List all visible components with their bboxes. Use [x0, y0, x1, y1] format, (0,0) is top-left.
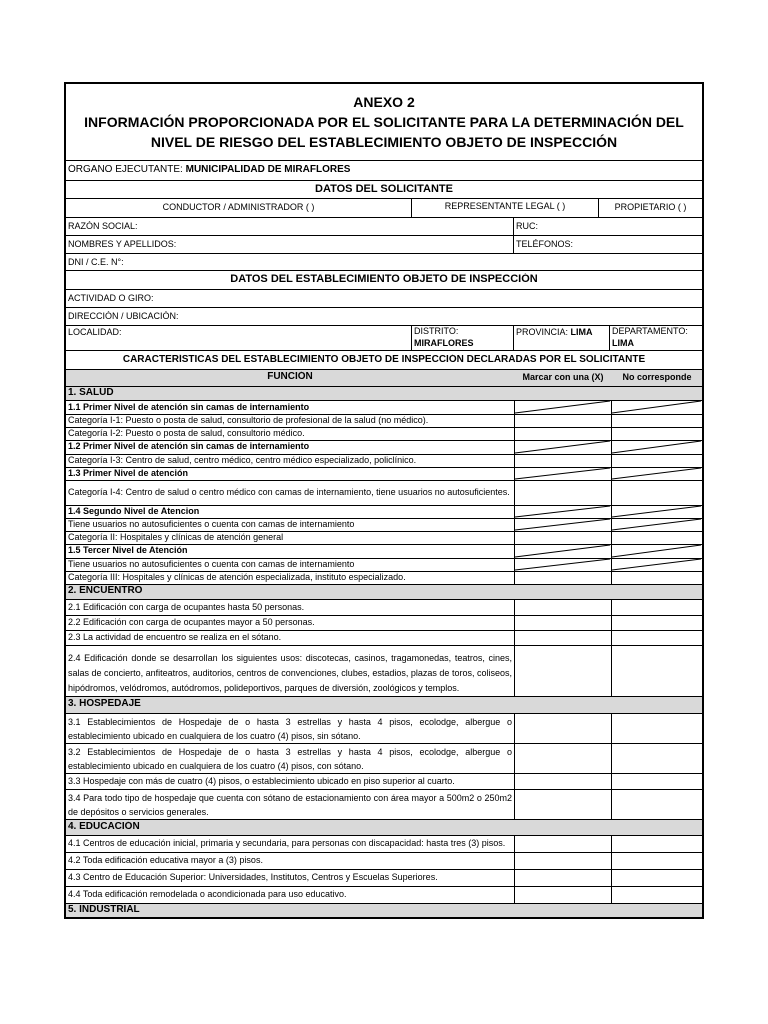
encuentro-title: 2. ENCUENTRO	[68, 585, 143, 596]
hospedaje-title: 3. HOSPEDAJE	[68, 698, 141, 709]
salud-1-2: 1.2 Primer Nivel de atención sin camas de internamiento	[68, 441, 310, 451]
encuentro-2-2: 2.2 Edificación con carga de ocupantes mayor a 50 personas.	[68, 617, 315, 627]
salud-cat-i2: Categoría I-2: Puesto o posta de salud, consultorio médico.	[68, 428, 305, 438]
col-funcion: FUNCIÓN	[267, 371, 313, 382]
distrito-value: MIRAFLORES	[414, 338, 474, 348]
salud-1-5-note: Tiene usuarios no autosuficientes o cuenta con camas de internamiento	[68, 559, 355, 569]
encuentro-2-1: 2.1 Edificación con carga de ocupantes hasta 50 personas.	[68, 602, 305, 612]
provincia-field	[516, 327, 608, 337]
departamento-label: DEPARTAMENTO:	[612, 326, 688, 336]
salud-1-4: 1.4 Segundo Nivel de Atencion	[68, 506, 200, 516]
educacion-4-2: 4.2 Toda edificación educativa mayor a (3) pisos.	[68, 855, 263, 865]
form-title-line1: INFORMACIÓN PROPORCIONADA POR EL SOLICITANTE PARA LA DETERMINACIÓN DEL	[84, 114, 684, 130]
salud-cat-i4: Categoría I-4: Centro de salud o centro médico con camas de internamiento, tiene usuarios no autosuficientes.	[68, 487, 510, 497]
hospedaje-3-2: 3.2 Establecimientos de Hospedaje de o hasta 3 estrellas y hasta 4 pisos, ecolodge, albergue o establecimiento ubicado en cualquiera de los cuatro (4) pisos, con sótano.	[68, 747, 512, 771]
encuentro-2-3: 2.3 La actividad de encuentro se realiza en el sótano.	[68, 632, 282, 642]
section-datos-establecimiento: DATOS DEL ESTABLECIMIENTO OBJETO DE INSPECCIÓN	[230, 273, 538, 285]
hospedaje-3-3: 3.3 Hospedaje con más de cuatro (4) pisos, o establecimiento ubicado en piso superior al cuarto.	[68, 776, 455, 786]
salud-cat-iii: Categoría III: Hospitales y clínicas de atención especializada, instituto especializado.	[68, 572, 406, 582]
organo-label: ÓRGANO EJECUTANTE:	[68, 164, 186, 175]
departamento-value: LIMA	[612, 338, 634, 348]
salud-cat-ii: Categoría II: Hospitales y clínicas de atención general	[68, 532, 284, 542]
provincia-label: PROVINCIA:	[516, 327, 571, 337]
salud-1-3: 1.3 Primer Nivel de atención	[68, 468, 189, 478]
organo-value: MUNICIPALIDAD DE MIRAFLORES	[185, 164, 351, 175]
localidad-field[interactable]: LOCALIDAD:	[68, 327, 122, 337]
col-no-corresponde: No corresponde	[622, 372, 692, 382]
organo-ejecutante	[68, 164, 668, 176]
conductor-checkbox[interactable]: CONDUCTOR / ADMINISTRADOR ( )	[162, 202, 315, 212]
distrito-label: DISTRITO:	[414, 326, 459, 336]
propietario-checkbox[interactable]: PROPIETARIO ( )	[614, 202, 687, 212]
educacion-4-1: 4.1 Centros de educación inicial, primaria y secundaria, para personas con discapacidad: hasta tres (3) pisos.	[68, 838, 506, 848]
educacion-title: 4. EDUCACIÓN	[68, 821, 140, 832]
col-marcar: Marcar con una (X)	[522, 372, 604, 382]
salud-1-1: 1.1 Primer Nivel de atención sin camas de internamiento	[68, 402, 310, 412]
annex-title: ANEXO 2	[353, 94, 415, 110]
direccion-field[interactable]: DIRECCIÓN / UBICACIÓN:	[68, 311, 179, 321]
hospedaje-3-1: 3.1 Establecimientos de Hospedaje de o hasta 3 estrellas y hasta 4 pisos, ecolodge, albergue o establecimiento ubicado en cualquiera de los cuatro (4) pisos, sin sótano.	[68, 717, 512, 741]
form-sheet	[64, 82, 704, 919]
industrial-title: 5. INDUSTRIAL	[68, 904, 140, 915]
educacion-4-3: 4.3 Centro de Educación Superior: Universidades, Institutos, Centros y Escuelas Superiores.	[68, 872, 438, 882]
hospedaje-3-4: 3.4 Para todo tipo de hospedaje que cuenta con sótano de estacionamiento con área mayor a 500m2 o 250m2 de depósitos o servicios generales.	[68, 793, 512, 817]
telefonos-field[interactable]: TELÉFONOS:	[516, 239, 574, 249]
razon-social-field[interactable]: RAZÓN SOCIAL:	[68, 221, 138, 231]
salud-title: 1. SALUD	[68, 387, 114, 398]
nombres-field[interactable]: NOMBRES Y APELLIDOS:	[68, 239, 177, 249]
form-title-line2: NIVEL DE RIESGO DEL ESTABLECIMIENTO OBJETO DE INSPECCIÓN	[150, 134, 618, 150]
ruc-field[interactable]: RUC:	[516, 221, 538, 231]
educacion-4-4: 4.4 Toda edificación remodelada o acondicionada para uso educativo.	[68, 889, 347, 899]
section-datos-solicitante: DATOS DEL SOLICITANTE	[315, 183, 453, 195]
salud-1-4-note: Tiene usuarios no autosuficientes o cuenta con camas de internamiento	[68, 519, 355, 529]
provincia-value: LIMA	[570, 327, 593, 337]
dni-field[interactable]: DNI / C.E. N°:	[68, 257, 124, 267]
salud-1-5: 1.5 Tercer Nivel de Atención	[68, 545, 188, 555]
salud-cat-i3: Categoría I-3: Centro de salud, centro médico, centro médico especializado, policlínico.	[68, 455, 417, 465]
section-caracteristicas: CARACTERÍSTICAS DEL ESTABLECIMIENTO OBJETO DE INSPECCIÓN DECLARADAS POR EL SOLICITANTE	[122, 354, 646, 365]
salud-cat-i1: Categoría I-1: Puesto o posta de salud, consultorio de profesional de la salud (no médico).	[68, 415, 429, 425]
encuentro-2-4: 2.4 Edificación donde se desarrollan los siguientes usos: discotecas, casinos, tragamonedas, teatros, cines, salas de concierto, anfiteatros, auditorios, centros de convenciones, clubes, estadios, plazas de toros, coliseos, hipódromos, velódromos, autódromos, polideportivos, parques de diversión, zoológicos y templos.	[68, 653, 512, 693]
actividad-field[interactable]: ACTIVIDAD O GIRO:	[68, 293, 154, 303]
representante-checkbox[interactable]: REPRESENTANTE LEGAL ( )	[444, 201, 566, 211]
